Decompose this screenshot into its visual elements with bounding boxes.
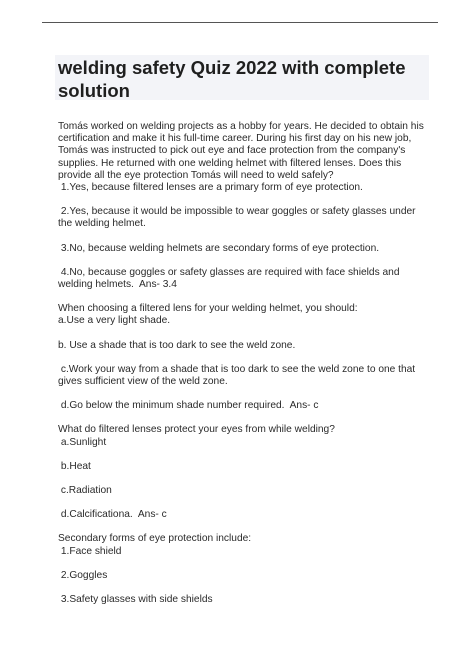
question-4-option-2: 2.Goggles [58, 569, 108, 581]
question-2-option-b: b. Use a shade that is too dark to see the weld zone. [58, 339, 296, 351]
question-1-stem: Tomás worked on welding projects as a hobby for years. He decided to obtain his certification and make it his full-time career. During his first day on his new job, Tomás was instructed to pick out eye and face protection from the company's supplies. He returned with one welding helmet with filtered lenses. Does this provide all the eye protection Tomás will need to weld safely? [58, 121, 427, 181]
question-4-option-1: 1.Face shield [58, 545, 122, 557]
question-1-option-2: 2.Yes, because it would be impossible to wear goggles or safety glasses under the welding helmet. [58, 206, 419, 230]
title-line-2: solution [58, 80, 130, 101]
question-1-option-3: 3.No, because welding helmets are secondary forms of eye protection. [58, 242, 380, 254]
title-line-1: welding safety Quiz 2022 with complete [58, 57, 406, 78]
question-1-option-1: 1.Yes, because filtered lenses are a primary form of eye protection. [58, 182, 363, 194]
question-3-option-c: c.Radiation [58, 485, 112, 497]
question-2-stem: When choosing a filtered lens for your welding helmet, you should: [58, 303, 358, 315]
document-title [58, 56, 428, 102]
question-3-option-d: d.Calcificationa. Ans- c [58, 509, 167, 521]
question-4-option-3: 3.Safety glasses with side shields [58, 594, 213, 606]
question-3-stem: What do filtered lenses protect your eyes from while welding? [58, 424, 335, 436]
top-divider [42, 22, 438, 23]
question-2-option-a: a.Use a very light shade. [58, 315, 171, 327]
question-3-option-b: b.Heat [58, 460, 91, 472]
question-1-option-4: 4.No, because goggles or safety glasses are required with face shields and welding helmets. Ans- 3.4 [58, 266, 403, 291]
question-2-option-d: d.Go below the minimum shade number required. Ans- c [58, 400, 319, 412]
document-body [58, 121, 428, 606]
question-2-option-c: c.Work your way from a shade that is too dark to see the weld zone to one that gives sufficient view of the weld zone. [58, 363, 418, 388]
question-3-option-a: a.Sunlight [58, 436, 107, 448]
question-4-stem: Secondary forms of eye protection include: [58, 533, 252, 545]
